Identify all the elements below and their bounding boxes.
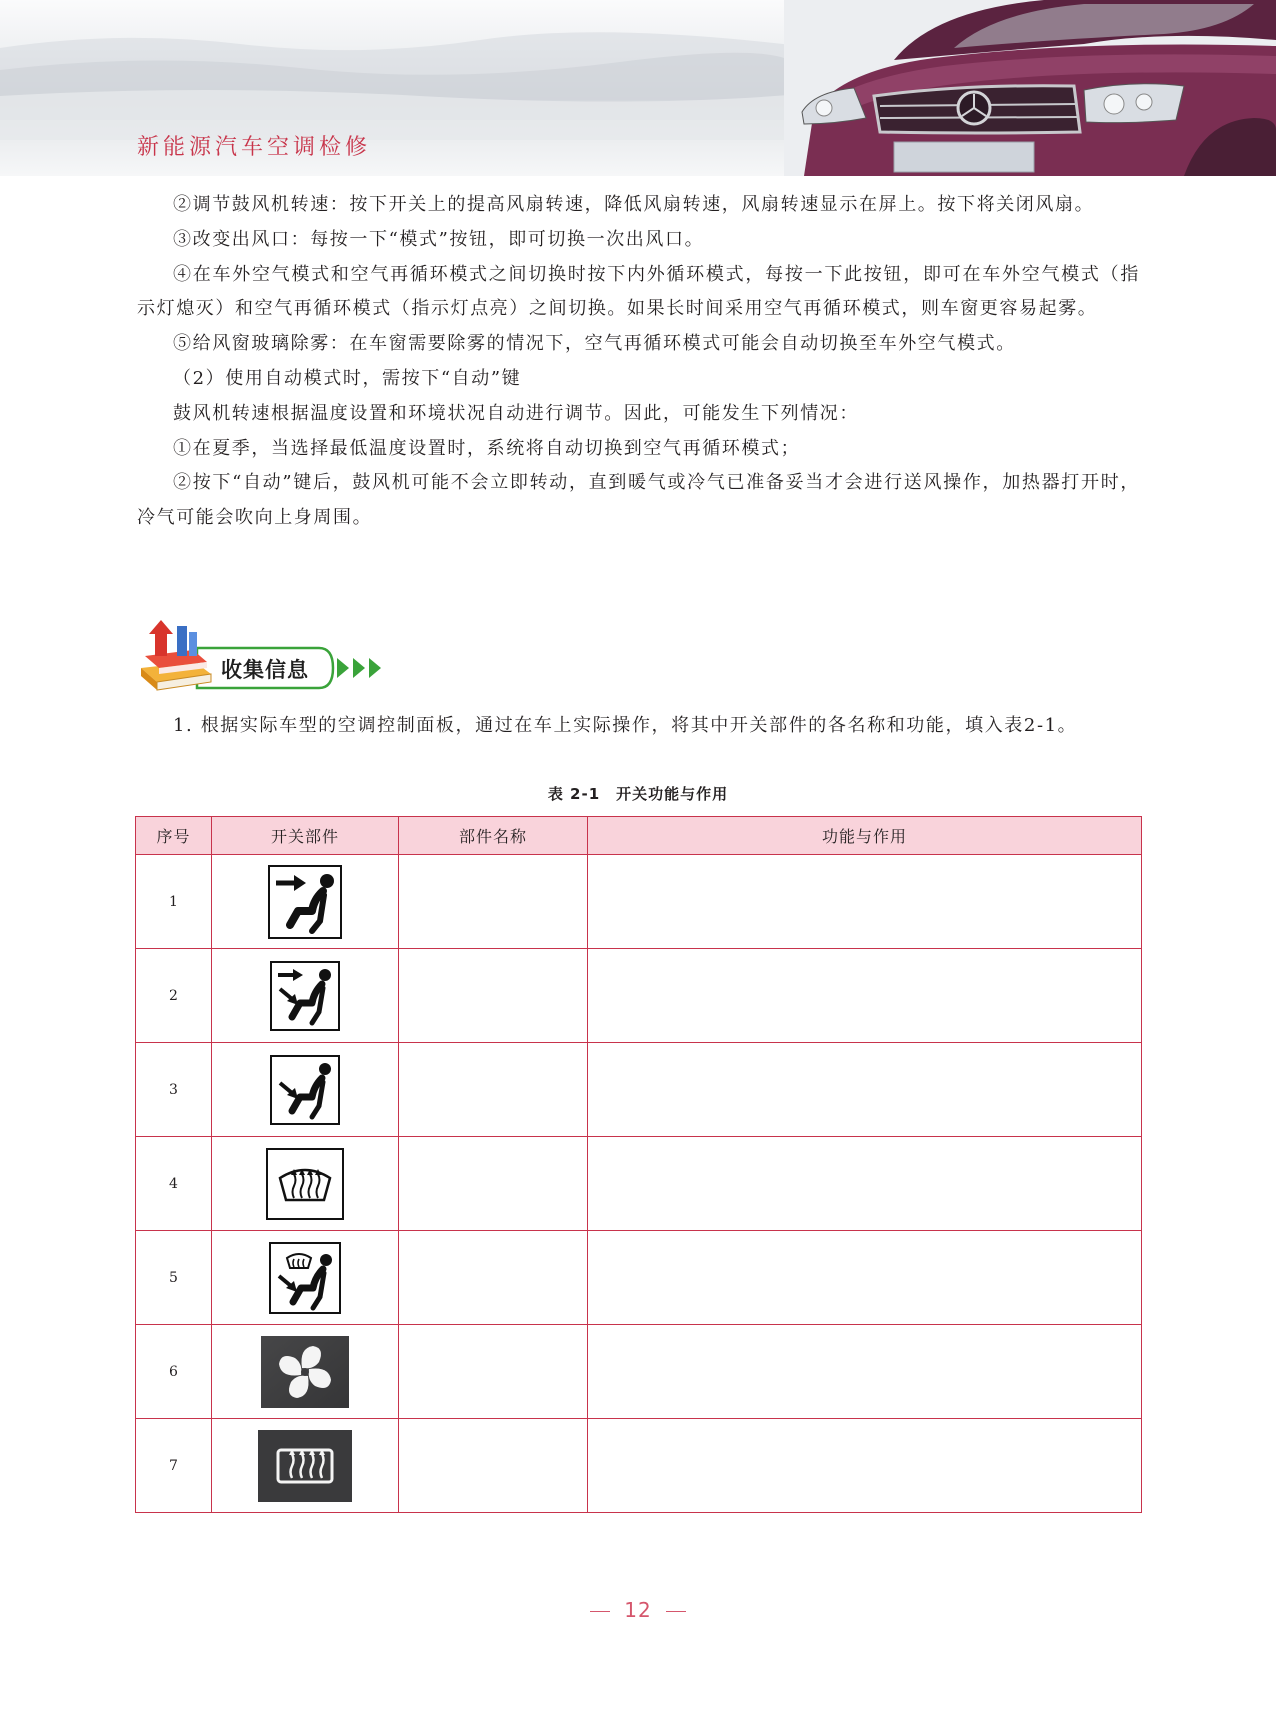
row-number: 6 [136,1325,212,1419]
row-number: 3 [136,1043,212,1137]
switch-icon-cell [212,1419,399,1513]
table-row [136,1043,1142,1137]
row-number: 7 [136,1419,212,1513]
row-number: 1 [136,855,212,949]
paragraph: 1. 根据实际车型的空调控制面板，通过在车上实际操作，将其中开关部件的各名称和功能，填入表2-1。 [173,715,1078,736]
fan-icon [261,1336,349,1408]
function-cell[interactable] [588,1325,1142,1419]
row-number: 4 [136,1137,212,1231]
paragraph: ④在车外空气模式和空气再循环模式之间切换时按下内外循环模式，每按一下此按钮，即可在车外空气模式（指示灯熄灭）和空气再循环模式（指示灯点亮）之间切换。如果长时间采用空气再循环模式，则车窗更容易起雾。 [137,263,1140,320]
part-name-cell[interactable] [399,1325,588,1419]
table-row [136,1419,1142,1513]
foot-defrost-mode-icon [269,1242,341,1314]
switch-icon-cell [212,949,399,1043]
page-header-banner [0,0,1276,176]
chevron-arrows-icon [337,658,381,678]
face-foot-vent-mode-icon [270,961,340,1031]
mountain-mist-illustration [0,0,800,176]
paragraph: ①在夏季，当选择最低温度设置时，系统将自动切换到空气再循环模式； [173,437,801,459]
front-defrost-icon [266,1148,344,1220]
paragraph: ②调节鼓风机转速：按下开关上的提高风扇转速，降低风扇转速，风扇转速显示在屏上。按下将关闭风扇。 [173,194,1095,215]
page-number [0,1598,1276,1622]
row-number: 2 [136,949,212,1043]
function-cell[interactable] [588,1137,1142,1231]
switch-icon-cell [212,1137,399,1231]
table-row [136,949,1142,1043]
column-header-no: 序号 [136,817,212,855]
table-row [136,1231,1142,1325]
foot-vent-mode-icon [270,1055,340,1125]
book-title: 新能源汽车空调检修 [137,135,372,160]
column-header-name: 部件名称 [399,817,588,855]
function-cell[interactable] [588,1231,1142,1325]
part-name-cell[interactable] [399,1419,588,1513]
table-caption: 表 2-1 开关功能与作用 [547,785,729,803]
body-text [137,188,1140,536]
row-number: 5 [136,1231,212,1325]
function-cell[interactable] [588,1043,1142,1137]
paragraph: ②按下“自动”键后，鼓风机可能不会立即转动，直到暖气或冷气已准备妥当才会进行送风操作，加热器打开时，冷气可能会吹向上身周围。 [137,472,1140,529]
paragraph: 鼓风机转速根据温度设置和环境状况自动进行调节。因此，可能发生下列情况： [173,402,859,424]
part-name-cell[interactable] [399,1043,588,1137]
column-header-switch: 开关部件 [212,817,399,855]
task-intro [137,709,1140,744]
page-number-value: 12 [624,1598,652,1622]
page-number-dash-left [590,1611,610,1612]
part-name-cell[interactable] [399,1231,588,1325]
function-cell[interactable] [588,1419,1142,1513]
car-illustration [784,0,1276,176]
part-name-cell[interactable] [399,855,588,949]
rear-defrost-icon [258,1430,352,1502]
function-cell[interactable] [588,855,1142,949]
page-number-dash-right [666,1611,686,1612]
column-header-function: 功能与作用 [588,817,1142,855]
switch-function-table [135,816,1142,1513]
table-row [136,1137,1142,1231]
face-vent-mode-icon [268,865,342,939]
switch-icon-cell [212,855,399,949]
function-cell[interactable] [588,949,1142,1043]
part-name-cell[interactable] [399,949,588,1043]
switch-icon-cell [212,1325,399,1419]
table-row [136,1325,1142,1419]
table-row [136,855,1142,949]
table-header-row [136,817,1142,855]
paragraph: ③改变出风口：每按一下“模式”按钮，即可切换一次出风口。 [173,228,705,250]
paragraph: ⑤给风窗玻璃除雾：在车窗需要除雾的情况下，空气再循环模式可能会自动切换至车外空气模式。 [173,333,1016,355]
part-name-cell[interactable] [399,1137,588,1231]
paragraph: （2）使用自动模式时，需按下“自动”键 [173,367,522,389]
switch-icon-cell [212,1231,399,1325]
section-title: 收集信息 [221,658,309,682]
switch-icon-cell [212,1043,399,1137]
